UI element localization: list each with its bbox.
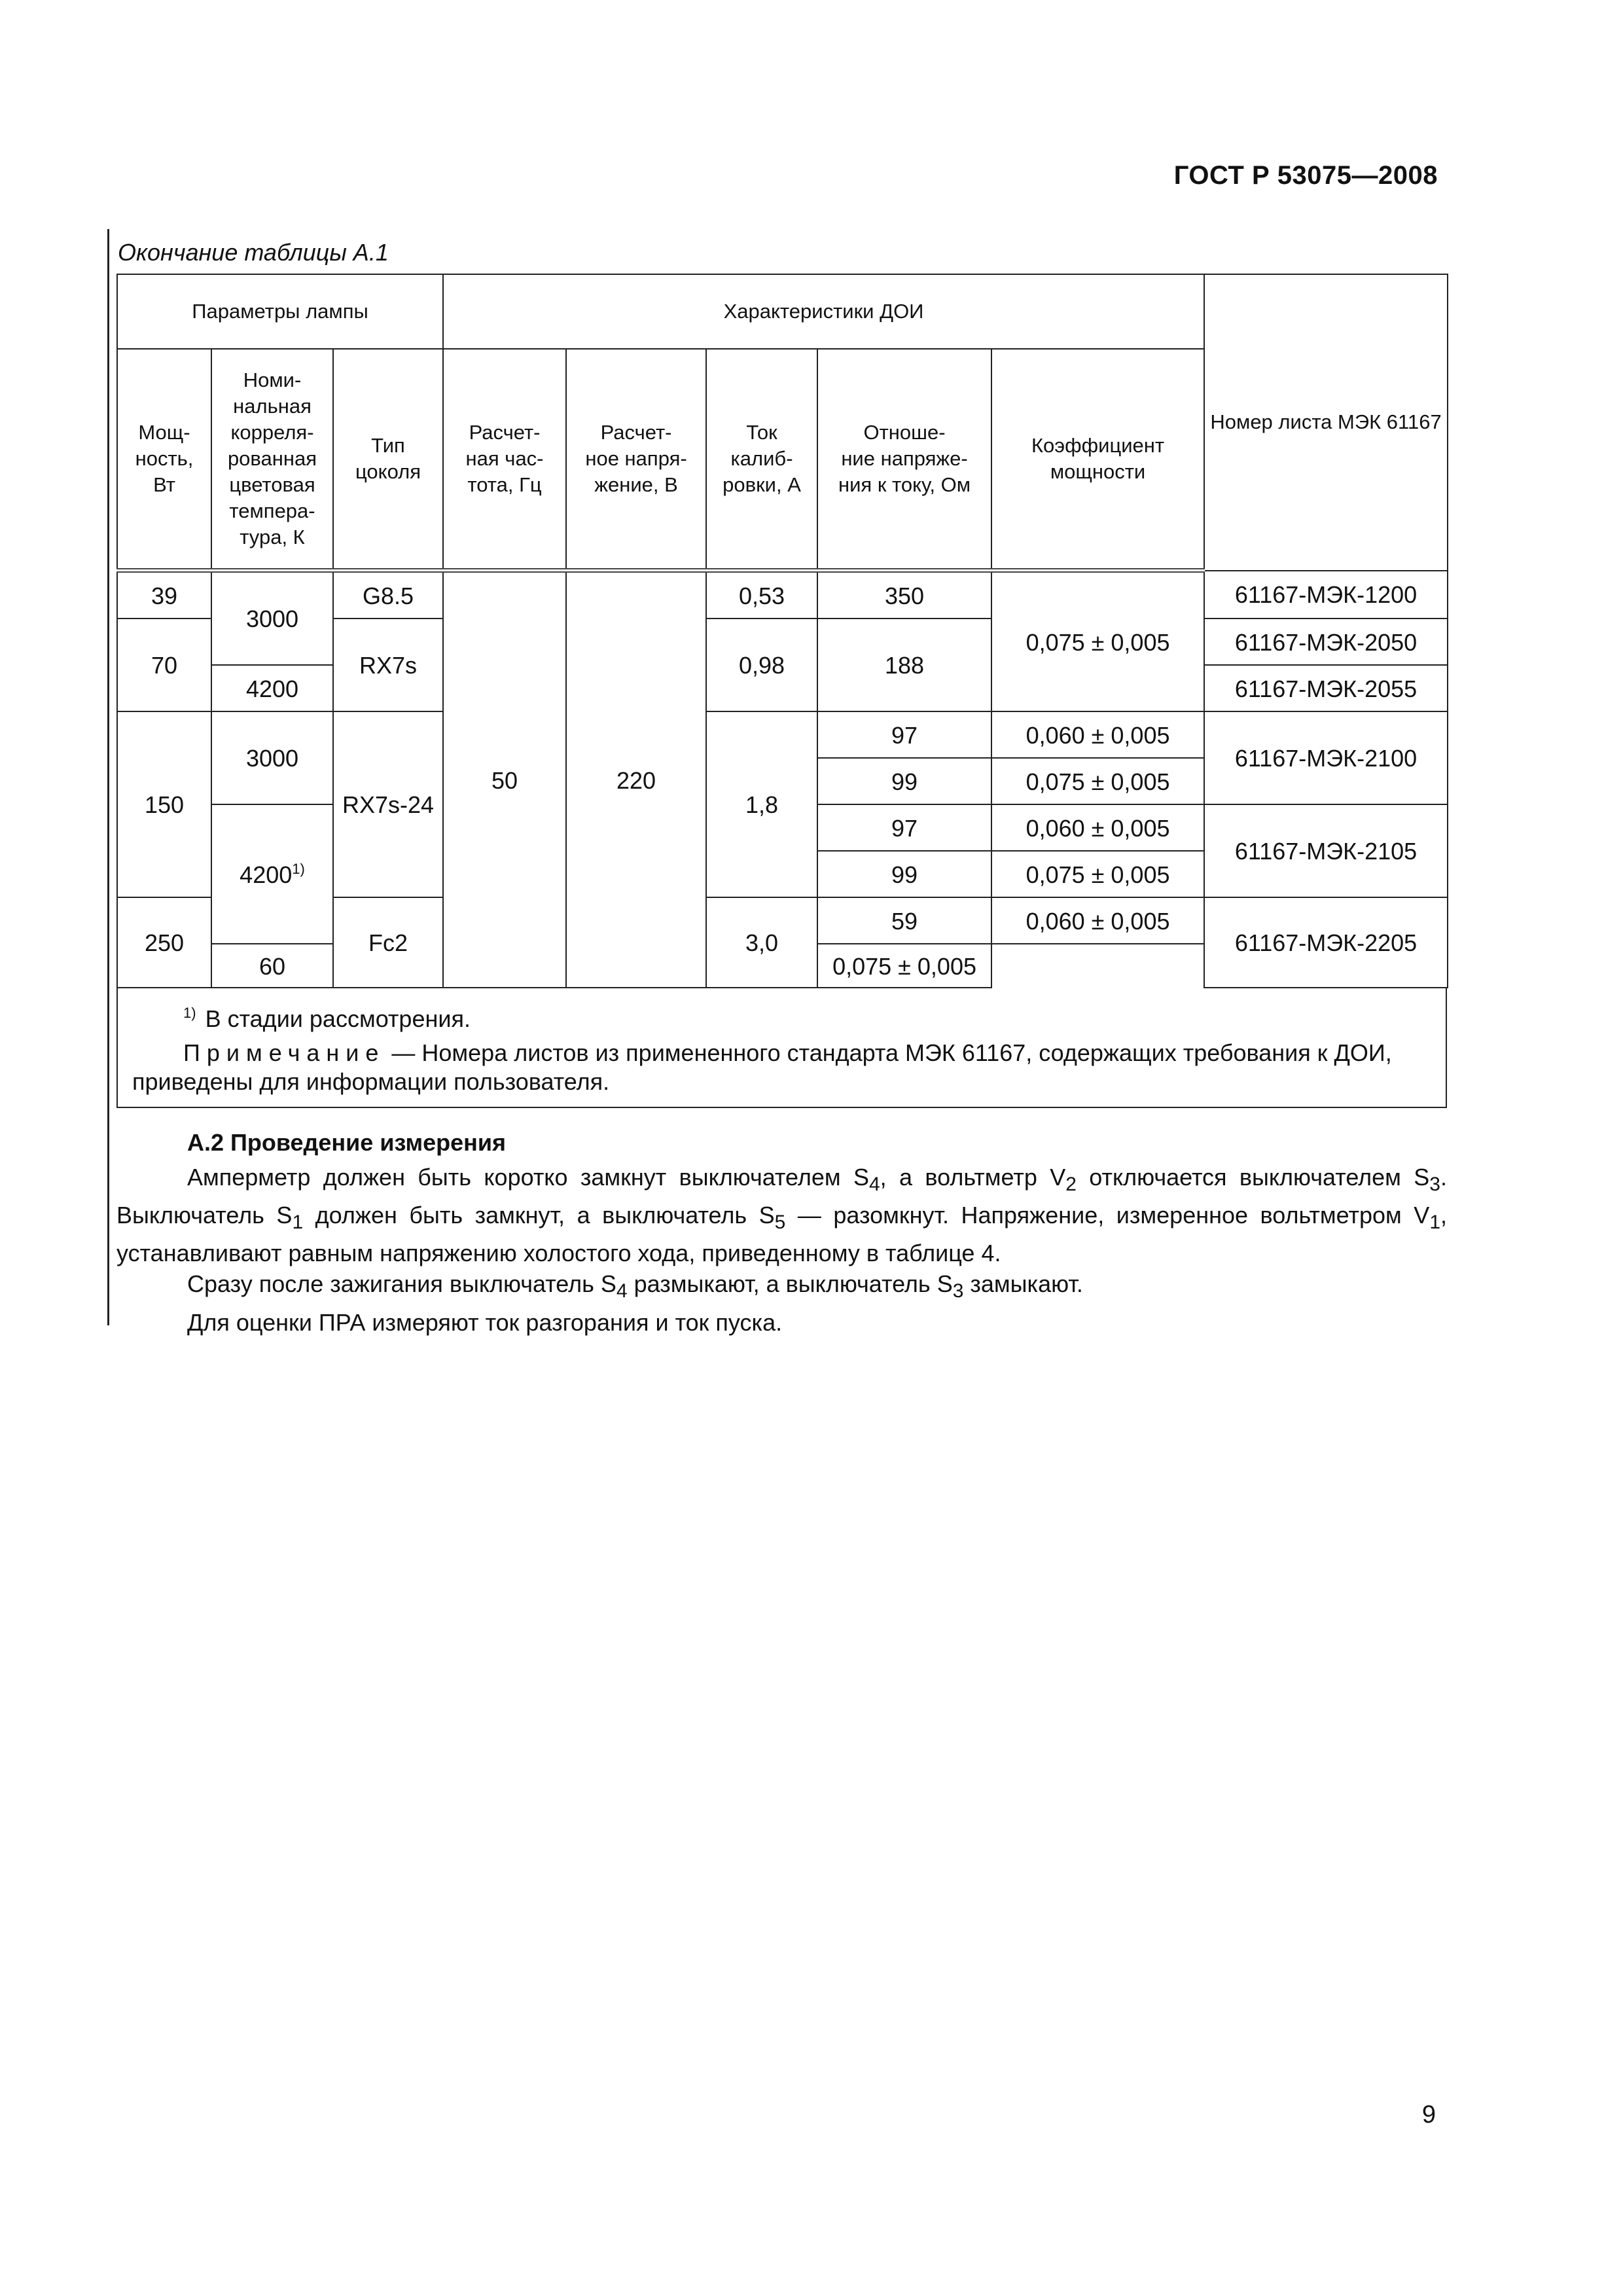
cell-voltage-current-ratio: 59 xyxy=(817,897,991,944)
cell-base-type: Fc2 xyxy=(333,897,443,988)
footnote-reference: 1) xyxy=(292,861,305,877)
subscript: 4 xyxy=(868,1174,880,1196)
header-power: Мощ- ность, Вт xyxy=(117,349,211,571)
cell-power-factor: 0,075 ± 0,005 xyxy=(991,851,1204,897)
cell-frequency: 50 xyxy=(443,571,566,988)
cell-sheet-number: 61167-МЭК-2050 xyxy=(1204,619,1448,665)
cell-voltage-current-ratio: 60 xyxy=(211,944,333,988)
cell-color-temperature-value: 4200 xyxy=(240,861,293,888)
cell-voltage-current-ratio: 97 xyxy=(817,804,991,851)
cell-power: 39 xyxy=(117,571,211,619)
cell-power-factor: 0,060 ± 0,005 xyxy=(991,804,1204,851)
cell-power-factor: 0,060 ± 0,005 xyxy=(991,711,1204,758)
table-row xyxy=(117,571,1448,619)
text-run: — разомкнут. Напряжение, измеренное вольтметром V xyxy=(785,1202,1430,1229)
section-heading: А.2 Проведение измерения xyxy=(187,1129,507,1156)
cell-color-temperature: 3000 xyxy=(211,571,333,666)
page-number: 9 xyxy=(1421,2101,1436,2128)
header-sheet-number: Номер листа МЭК 61167 xyxy=(1204,274,1448,571)
cell-power: 70 xyxy=(117,619,211,711)
table-notes xyxy=(116,988,1447,1108)
subscript: 1 xyxy=(1429,1211,1440,1234)
subscript: 2 xyxy=(1065,1174,1077,1196)
subscript: 1 xyxy=(292,1211,304,1234)
cell-voltage-current-ratio: 99 xyxy=(817,758,991,804)
paragraph-ignition xyxy=(116,1268,1447,1306)
table-note xyxy=(132,1039,1434,1096)
cell-power-factor: 0,075 ± 0,005 xyxy=(817,944,991,988)
cell-voltage-current-ratio: 97 xyxy=(817,711,991,758)
note-text: — Номера листов из примененного стандарта МЭК 61167, содержащих требования к ДОИ, приведены для информации пользователя. xyxy=(132,1039,1392,1095)
text-run: отключается выключателем S xyxy=(1076,1164,1430,1191)
cell-color-temperature: 3000 xyxy=(211,711,333,804)
text-run: Амперметр должен быть коротко замкнут выключателем S xyxy=(187,1164,869,1191)
cell-base-type: RX7s-24 xyxy=(333,711,443,897)
footnote xyxy=(132,999,1434,1033)
cell-sheet-number: 61167-МЭК-1200 xyxy=(1204,571,1448,619)
cell-color-temperature xyxy=(211,804,333,944)
cell-sheet-number: 61167-МЭК-2105 xyxy=(1204,804,1448,897)
text-run: , а вольтметр V xyxy=(880,1164,1066,1191)
note-label: Примечание xyxy=(183,1039,385,1066)
cell-calibration-current: 0,53 xyxy=(706,571,817,619)
header-voltage-current-ratio: Отноше- ние напряже- ния к току, Ом xyxy=(817,349,991,571)
header-base-type: Тип цоколя xyxy=(333,349,443,571)
cell-power-factor: 0,075 ± 0,005 xyxy=(991,758,1204,804)
paragraph-evaluation: Для оценки ПРА измеряют ток разгорания и ток пуска. xyxy=(187,1308,783,1336)
cell-calibration-current: 0,98 xyxy=(706,619,817,711)
text-run: замыкают. xyxy=(963,1270,1083,1298)
cell-base-type: RX7s xyxy=(333,619,443,711)
header-calibration-current: Ток калиб- ровки, А xyxy=(706,349,817,571)
cell-calibration-current: 3,0 xyxy=(706,897,817,988)
cell-power: 250 xyxy=(117,897,211,988)
group-header-lamp-parameters: Параметры лампы xyxy=(117,274,443,349)
cell-base-type: G8.5 xyxy=(333,571,443,619)
header-frequency: Расчет- ная час- тота, Гц xyxy=(443,349,566,571)
subscript: 3 xyxy=(1429,1174,1440,1196)
cell-sheet-number: 61167-МЭК-2055 xyxy=(1204,665,1448,711)
text-run: размыкают, а выключатель S xyxy=(627,1270,953,1298)
footnote-marker: 1) xyxy=(183,1005,196,1021)
text-run: должен быть замкнут, а выключатель S xyxy=(303,1202,775,1229)
text-run: Сразу после зажигания выключатель S xyxy=(187,1270,616,1298)
cell-calibration-current: 1,8 xyxy=(706,711,817,897)
change-bar xyxy=(107,229,109,1325)
header-power-factor: Коэффициент мощности xyxy=(991,349,1204,571)
paragraph-measurement-setup xyxy=(116,1162,1447,1268)
subscript: 4 xyxy=(616,1280,628,1302)
subscript: 5 xyxy=(774,1211,786,1234)
section-a2 xyxy=(116,1127,1447,1338)
cell-voltage-current-ratio: 99 xyxy=(817,851,991,897)
group-header-row xyxy=(117,274,1448,349)
group-header-doi-characteristics: Характеристики ДОИ xyxy=(443,274,1204,349)
subscript: 3 xyxy=(952,1280,964,1302)
cell-power-factor: 0,075 ± 0,005 xyxy=(991,571,1204,712)
cell-power: 150 xyxy=(117,711,211,897)
table-row xyxy=(117,711,1448,758)
header-color-temperature: Номи- нальная корреля- рованная цветовая темпера- тура, К xyxy=(211,349,333,571)
cell-voltage-current-ratio: 350 xyxy=(817,571,991,619)
cell-power-factor: 0,060 ± 0,005 xyxy=(991,897,1204,944)
cell-sheet-number: 61167-МЭК-2100 xyxy=(1204,711,1448,804)
footnote-text: В стадии рассмотрения. xyxy=(205,1005,471,1032)
cell-color-temperature: 4200 xyxy=(211,665,333,711)
text-run: . Выключатель S xyxy=(116,1164,1447,1229)
standard-designation: ГОСТ Р 53075—2008 xyxy=(1173,161,1438,190)
cell-voltage: 220 xyxy=(566,571,706,988)
cell-voltage-current-ratio: 188 xyxy=(817,619,991,711)
header-voltage: Расчет- ное напря- жение, В xyxy=(566,349,706,571)
cell-sheet-number: 61167-МЭК-2205 xyxy=(1204,897,1448,988)
table-container xyxy=(116,274,1447,1108)
text-run: , устанавливают равным напряжению холостого хода, приведенному в таблице 4. xyxy=(116,1202,1448,1267)
table-caption: Окончание таблицы А.1 xyxy=(118,239,389,266)
lamp-parameters-table xyxy=(116,274,1448,988)
